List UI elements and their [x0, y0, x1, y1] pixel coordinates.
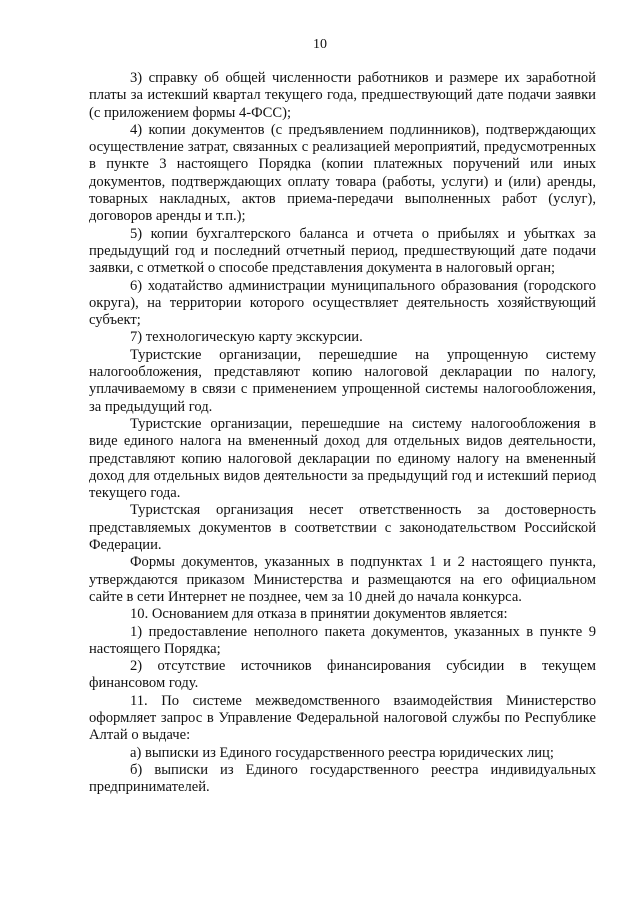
paragraph: 2) отсутствие источников финансирования субсидии в текущем финансовом году. — [89, 658, 596, 692]
paragraph: Туристские организации, перешедшие на систему налогообложения в виде единого налога на вмененный доход для отдельных видов деятельности, представляют копию налоговой декларации по единому налогу на вмененный доход для отдельных видов деятельности за предыдущий год и истекший период текущего года. — [89, 415, 596, 502]
paragraph: Формы документов, указанных в подпунктах 1 и 2 настоящего пункта, утверждаются приказом Министерства и размещаются на его официальном сайте в сети Интернет не позднее, чем за 10 дней до начала конкурса. — [89, 554, 596, 605]
paragraph: 3) справку об общей численности работников и размере их заработной платы за истекший квартал текущего года, предшествующий дате подачи заявки (с приложением формы 4-ФСС); — [89, 70, 596, 121]
paragraph: Туристские организации, перешедшие на упрощенную систему налогообложения, представляют копию налоговой декларации по налогу, уплачиваемому в связи с применением упрощенной системы налогообложения, за предыдущий год. — [89, 346, 596, 415]
paragraph: 7) технологическую карту экскурсии. — [130, 329, 363, 346]
paragraph: б) выписки из Единого государственного реестра индивидуальных предпринимателей. — [89, 761, 596, 796]
paragraph: Туристская организация несет ответственность за достоверность представляемых документов в соответствии с законодательством Российской Федерации. — [89, 502, 596, 554]
page-number: 10 — [313, 37, 327, 52]
paragraph: 1) предоставление неполного пакета документов, указанных в пункте 9 настоящего Порядка; — [89, 623, 596, 657]
paragraph: 5) копии бухгалтерского баланса и отчета о прибылях и убытках за предыдущий год и последний отчетный период, предшествующий дате подачи заявки, с отметкой о способе представления документа в налоговый орган; — [89, 225, 596, 277]
paragraph: 10. Основанием для отказа в принятии документов является: — [130, 606, 508, 623]
paragraph: 4) копии документов (с предъявлением подлинников), подтверждающих осуществление затрат, связанных с реализацией мероприятий, предусмотренных в пункте 3 настоящего Порядка (копии платежных поручений или иных документов, подтверждающих оплату товара (работы, услуги) и (или) аренды, товарных накладных, актов приема-передачи выполненных работ (услуг), договоров аренды и т.п.); — [89, 121, 596, 225]
paragraph: а) выписки из Единого государственного реестра юридических лиц; — [130, 744, 554, 761]
document-body — [89, 70, 596, 796]
paragraph: 6) ходатайство администрации муниципального образования (городского округа), на территории которого осуществляет деятельность хозяйствующий субъект; — [89, 277, 596, 329]
paragraph: 11. По системе межведомственного взаимодействия Министерство оформляет запрос в Управление Федеральной налоговой службы по Республике Алтай о выдаче: — [89, 692, 596, 744]
